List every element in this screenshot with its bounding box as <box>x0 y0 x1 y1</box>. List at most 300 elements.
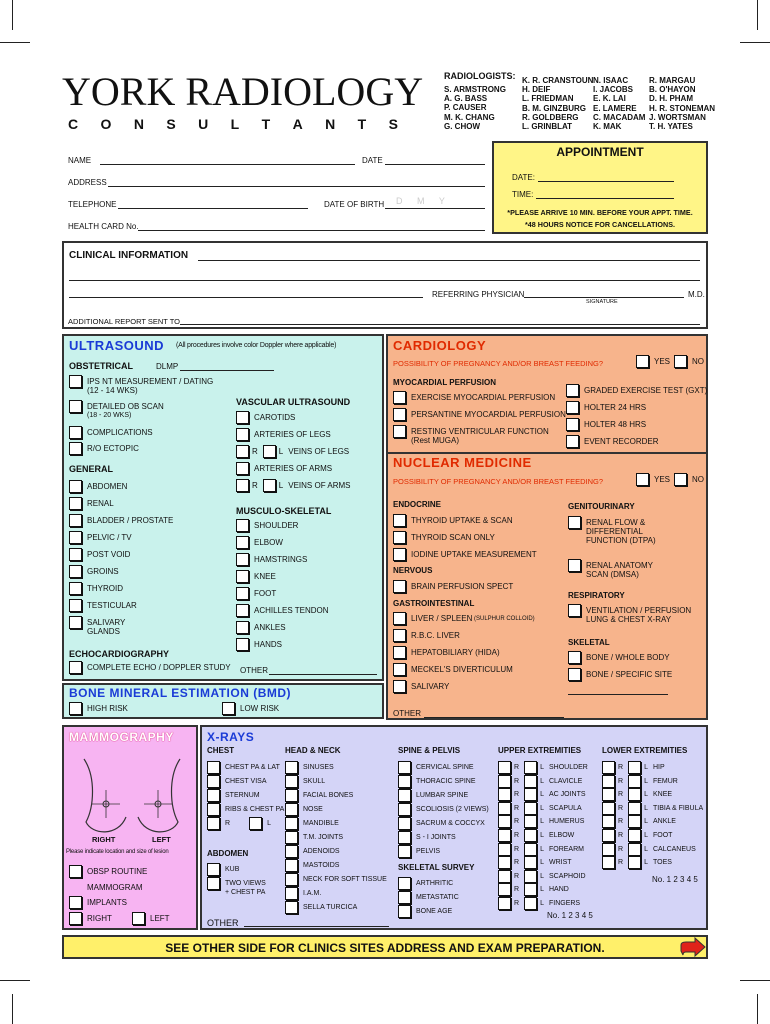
head-neck-item[interactable] <box>285 889 321 900</box>
bone-whole-item[interactable] <box>568 653 670 664</box>
checkbox-r[interactable] <box>602 843 615 856</box>
lower-ext-item[interactable] <box>602 790 672 801</box>
lower-ext-item[interactable] <box>602 777 678 788</box>
general-item[interactable] <box>69 482 127 493</box>
spine-item[interactable] <box>398 819 485 830</box>
general-item[interactable] <box>69 516 173 527</box>
item-label: SCAPULA <box>548 804 582 812</box>
side-label: R <box>618 777 624 785</box>
checkbox-r[interactable] <box>602 815 615 828</box>
checkbox[interactable] <box>398 775 411 788</box>
checkbox-l[interactable] <box>524 843 537 856</box>
upper-ext-item[interactable] <box>498 858 572 869</box>
checkbox[interactable] <box>566 418 579 431</box>
checkbox[interactable] <box>393 531 406 544</box>
checkbox[interactable] <box>398 831 411 844</box>
checkbox[interactable] <box>398 789 411 802</box>
cardio-right-item[interactable] <box>566 437 659 448</box>
item-text <box>254 538 283 547</box>
side-label: R <box>514 872 520 880</box>
checkbox-r[interactable] <box>602 775 615 788</box>
lower-ext-item[interactable] <box>602 858 672 869</box>
checkbox-r[interactable] <box>602 802 615 815</box>
checkbox[interactable] <box>236 536 249 549</box>
checkbox[interactable] <box>393 408 406 421</box>
checkbox-r[interactable] <box>498 761 511 774</box>
head-neck-item[interactable] <box>285 777 325 788</box>
checkbox[interactable] <box>69 616 82 629</box>
cardio-right-item[interactable] <box>566 403 646 414</box>
lower-ext-item[interactable] <box>602 804 703 815</box>
checkbox[interactable] <box>636 355 649 368</box>
checkbox[interactable] <box>393 646 406 659</box>
item-text <box>87 567 119 576</box>
msk-item[interactable] <box>236 521 298 532</box>
mammo-right-item[interactable] <box>69 914 112 925</box>
checkbox[interactable] <box>393 663 406 676</box>
checkbox[interactable] <box>207 863 220 876</box>
checkbox-r[interactable] <box>236 479 249 492</box>
mammogram-item[interactable] <box>69 883 143 892</box>
checkbox[interactable] <box>285 859 298 872</box>
appt-date-field[interactable] <box>538 181 674 182</box>
msk-item[interactable] <box>236 606 329 617</box>
breast-diagram[interactable] <box>74 757 190 837</box>
checkbox[interactable] <box>674 473 687 486</box>
skeletal-survey-item[interactable] <box>398 907 452 918</box>
gi-item[interactable] <box>393 631 460 642</box>
nuclear-no[interactable]: NO <box>674 475 704 486</box>
bmd-low-risk[interactable]: LOW RISK <box>222 704 279 715</box>
checkbox[interactable] <box>398 803 411 816</box>
upper-ext-item[interactable] <box>498 763 588 774</box>
gi-item[interactable] <box>393 665 513 676</box>
checkbox[interactable] <box>207 761 220 774</box>
chest-item[interactable] <box>207 777 267 788</box>
checkbox[interactable] <box>236 428 249 441</box>
health-card-field[interactable] <box>138 230 485 231</box>
spine-item[interactable] <box>398 805 489 816</box>
address-field[interactable] <box>108 186 485 187</box>
date-field[interactable] <box>385 164 485 165</box>
chest-item[interactable] <box>207 805 284 816</box>
checkbox-l[interactable] <box>524 802 537 815</box>
side-label: L <box>644 791 648 799</box>
checkbox[interactable] <box>207 775 220 788</box>
cardio-right-item[interactable] <box>566 386 707 397</box>
head-neck-item[interactable] <box>285 763 334 774</box>
checkbox-r[interactable] <box>602 829 615 842</box>
nuclear-yes[interactable]: YES <box>636 475 670 486</box>
checkbox[interactable] <box>207 789 220 802</box>
echo-item[interactable] <box>69 663 231 674</box>
checkbox[interactable] <box>566 401 579 414</box>
checkbox[interactable] <box>69 702 82 715</box>
ro-ectopic-item[interactable] <box>69 444 139 455</box>
general-item[interactable] <box>69 601 137 612</box>
checkbox-l[interactable] <box>524 883 537 896</box>
item-label: FOOT <box>254 589 277 598</box>
checkbox-l[interactable] <box>628 856 641 869</box>
footer-text: SEE OTHER SIDE FOR CLINICS SITES ADDRESS AND EXAM PREPARATION. <box>165 941 605 955</box>
checkbox[interactable] <box>393 514 406 527</box>
upper-ext-item[interactable] <box>498 899 580 910</box>
dob-field[interactable] <box>385 208 485 209</box>
telephone-field[interactable] <box>118 208 308 209</box>
side-label: R <box>514 859 520 867</box>
additional-report-field[interactable] <box>180 324 700 325</box>
checkbox-r[interactable] <box>498 788 511 801</box>
checkbox[interactable] <box>285 831 298 844</box>
item-text <box>416 777 476 786</box>
ventilation-item[interactable] <box>568 606 691 624</box>
checkbox-l[interactable] <box>524 761 537 774</box>
side-label: R <box>514 832 520 839</box>
checkbox[interactable] <box>207 803 220 816</box>
logo-letter: T <box>357 116 367 132</box>
nuclear-other-field[interactable] <box>424 717 564 718</box>
head-neck-item[interactable] <box>285 805 323 816</box>
checkbox-r[interactable] <box>498 802 511 815</box>
complications-item[interactable] <box>69 428 153 439</box>
upper-ext-item[interactable] <box>498 777 582 788</box>
checkbox-r[interactable] <box>498 829 511 842</box>
checkbox[interactable] <box>393 612 406 625</box>
checkbox[interactable] <box>69 599 82 612</box>
item-label: EVENT RECORDER <box>584 437 659 446</box>
general-item[interactable] <box>69 533 132 544</box>
checkbox[interactable] <box>69 375 82 388</box>
checkbox-r[interactable] <box>498 870 511 883</box>
upper-ext-item[interactable] <box>498 817 584 828</box>
endocrine-item[interactable] <box>393 516 513 527</box>
checkbox-r[interactable] <box>236 445 249 458</box>
general-item[interactable] <box>69 499 114 510</box>
item-label: ARTERIES OF LEGS <box>254 430 331 439</box>
checkbox[interactable] <box>398 761 411 774</box>
checkbox[interactable] <box>398 877 411 890</box>
skeletal-survey-item[interactable] <box>398 893 459 904</box>
skeletal-survey-item[interactable] <box>398 879 453 890</box>
checkbox[interactable] <box>236 621 249 634</box>
side-label: R <box>514 886 520 894</box>
checkbox[interactable] <box>285 887 298 900</box>
checkbox[interactable] <box>285 803 298 816</box>
lower-ext-item[interactable] <box>602 831 672 842</box>
obsp-routine-item[interactable] <box>69 867 147 878</box>
checkbox[interactable] <box>568 668 581 681</box>
checkbox-r[interactable] <box>498 856 511 869</box>
checkbox[interactable] <box>285 817 298 830</box>
checkbox[interactable] <box>285 761 298 774</box>
checkbox[interactable] <box>285 775 298 788</box>
checkbox[interactable] <box>393 680 406 693</box>
spine-item[interactable] <box>398 791 468 802</box>
checkbox[interactable] <box>69 514 82 527</box>
checkbox-r[interactable] <box>498 815 511 828</box>
checkbox-r[interactable] <box>602 856 615 869</box>
clinical-line-3[interactable] <box>69 297 423 298</box>
item-label: IPS NT MEASUREMENT / DATING <box>87 377 214 386</box>
item-label: TOES <box>652 859 672 867</box>
resting-ventricular-item[interactable] <box>393 427 549 445</box>
item-text <box>254 589 276 598</box>
xray-other-field[interactable] <box>244 926 389 927</box>
two-views-item[interactable] <box>207 879 266 897</box>
head-neck-item[interactable] <box>285 847 340 858</box>
arteries-arms-item[interactable] <box>236 464 332 475</box>
checkbox-r[interactable] <box>498 775 511 788</box>
upper-ext-item[interactable] <box>498 804 582 815</box>
gi-item[interactable] <box>393 682 449 693</box>
checkbox[interactable] <box>398 905 411 918</box>
upper-ext-item[interactable] <box>498 845 584 856</box>
checkbox[interactable] <box>69 548 82 561</box>
chest-rl-item[interactable] <box>207 819 271 830</box>
side-label: L <box>278 481 284 490</box>
bone-specific-item[interactable] <box>568 670 672 681</box>
lower-ext-item[interactable] <box>602 763 665 774</box>
checkbox[interactable] <box>236 638 249 651</box>
checkbox-l[interactable] <box>524 856 537 869</box>
checkbox[interactable] <box>393 548 406 561</box>
head-neck-item[interactable] <box>285 819 339 830</box>
checkbox-l[interactable] <box>524 897 537 910</box>
item-text <box>87 428 153 437</box>
checkbox-l[interactable] <box>628 775 641 788</box>
checkbox-l[interactable] <box>628 829 641 842</box>
checkbox-l[interactable] <box>524 815 537 828</box>
checkbox-l[interactable] <box>524 829 537 842</box>
checkbox[interactable] <box>236 462 249 475</box>
checkbox[interactable] <box>285 873 298 886</box>
kub-item[interactable] <box>207 865 239 876</box>
checkbox[interactable] <box>285 789 298 802</box>
head-neck-item[interactable] <box>285 875 387 886</box>
item-text <box>416 819 485 828</box>
persantine-item[interactable] <box>393 410 566 421</box>
upper-ext-item[interactable] <box>498 790 586 801</box>
checkbox[interactable] <box>566 435 579 448</box>
item-text <box>87 584 123 593</box>
checkbox[interactable] <box>236 604 249 617</box>
checkbox-r[interactable] <box>602 788 615 801</box>
checkbox-l[interactable] <box>263 479 276 492</box>
checkbox-r[interactable] <box>602 761 615 774</box>
checkbox[interactable] <box>236 587 249 600</box>
brain-perfusion-item[interactable] <box>393 582 513 593</box>
msk-item[interactable] <box>236 589 276 600</box>
checkbox[interactable] <box>236 570 249 583</box>
spine-item[interactable] <box>398 777 476 788</box>
checkbox[interactable] <box>69 442 82 455</box>
item-text <box>411 665 513 674</box>
sulphur-colloid-note: (SULPHUR COLLOID) <box>474 616 535 622</box>
checkbox[interactable] <box>398 817 411 830</box>
bmd-high-risk[interactable]: HIGH RISK <box>69 704 128 715</box>
checkbox[interactable] <box>398 891 411 904</box>
item-label: MECKEL'S DIVERTICULUM <box>411 665 513 674</box>
checkbox-r[interactable] <box>498 843 511 856</box>
checkbox-l[interactable] <box>524 775 537 788</box>
msk-item[interactable] <box>236 572 276 583</box>
general-item[interactable] <box>69 584 123 595</box>
checkbox[interactable] <box>393 629 406 642</box>
item-label: R/O ECTOPIC <box>87 444 139 453</box>
appt-time-field[interactable] <box>536 198 674 199</box>
ips-nt-item[interactable] <box>69 377 213 395</box>
checkbox-l[interactable] <box>524 788 537 801</box>
renal-anatomy-item[interactable] <box>568 561 653 579</box>
item-text <box>254 606 329 615</box>
item-label: ARTHRITIC <box>416 880 454 887</box>
checkbox[interactable] <box>69 497 82 510</box>
checkbox-l[interactable] <box>249 817 262 830</box>
lower-ext-item[interactable] <box>602 817 676 828</box>
item-label: METASTATIC <box>416 894 459 901</box>
checkbox[interactable] <box>285 845 298 858</box>
checkbox-l[interactable] <box>628 788 641 801</box>
item-label: SKULL <box>303 778 326 785</box>
spine-item[interactable] <box>398 763 474 774</box>
checkbox[interactable] <box>69 912 82 925</box>
veins-arms-item[interactable] <box>236 481 350 492</box>
checkbox[interactable] <box>393 425 406 438</box>
renal-flow-item[interactable] <box>568 518 656 545</box>
checkbox-r[interactable] <box>498 897 511 910</box>
cardio-no[interactable]: NO <box>674 357 704 368</box>
skeletal-other-line[interactable] <box>568 694 668 695</box>
checkbox-l[interactable] <box>628 761 641 774</box>
checkbox[interactable] <box>568 516 581 529</box>
head-neck-item[interactable] <box>285 861 339 872</box>
msk-item[interactable] <box>236 623 286 634</box>
checkbox-l[interactable] <box>628 815 641 828</box>
item-label: SCOLIOSIS (2 VIEWS) <box>416 806 489 813</box>
referring-physician-field[interactable] <box>524 297 684 298</box>
name-field[interactable] <box>100 164 355 165</box>
checkbox[interactable] <box>69 480 82 493</box>
checkbox[interactable] <box>398 845 411 858</box>
general-item[interactable] <box>69 550 130 561</box>
lower-ext-item[interactable] <box>602 845 696 856</box>
checkbox[interactable] <box>393 580 406 593</box>
head-neck-item[interactable] <box>285 833 343 844</box>
checkbox-r[interactable] <box>498 883 511 896</box>
veins-legs-item[interactable] <box>236 447 349 458</box>
item-text <box>586 653 670 662</box>
checkbox-l[interactable] <box>263 445 276 458</box>
implants-item[interactable] <box>69 898 127 909</box>
checkbox[interactable] <box>69 896 82 909</box>
item-text <box>87 914 112 923</box>
checkbox-l[interactable] <box>628 802 641 815</box>
checkbox-r[interactable] <box>207 817 220 830</box>
general-item[interactable] <box>69 567 119 578</box>
head-neck-item[interactable] <box>285 903 357 914</box>
checkbox-l[interactable] <box>524 870 537 883</box>
mammo-left-item[interactable] <box>132 914 170 925</box>
exercise-perfusion-item[interactable] <box>393 393 555 404</box>
checkbox[interactable] <box>568 651 581 664</box>
checkbox[interactable] <box>132 912 145 925</box>
side-label: L <box>644 818 648 826</box>
checkbox[interactable] <box>222 702 235 715</box>
checkbox[interactable] <box>69 661 82 674</box>
checkbox[interactable] <box>69 565 82 578</box>
cardio-right-item[interactable] <box>566 420 646 431</box>
checkbox[interactable] <box>568 559 581 572</box>
msk-item[interactable] <box>236 538 283 549</box>
cardio-yes[interactable]: YES <box>636 357 670 368</box>
endocrine-item[interactable] <box>393 550 537 561</box>
gi-item[interactable] <box>393 648 500 659</box>
arteries-legs-item[interactable] <box>236 430 331 441</box>
msk-item[interactable] <box>236 555 307 566</box>
item-label: SHOULDER <box>548 764 588 771</box>
upper-ext-item[interactable] <box>498 831 574 842</box>
checkbox[interactable] <box>568 604 581 617</box>
item-text <box>254 572 276 581</box>
upper-ext-item[interactable] <box>498 885 569 896</box>
mammography-title: MAMMOGRAPHY <box>69 730 174 744</box>
detailed-ob-item[interactable] <box>69 402 164 420</box>
checkbox[interactable] <box>393 391 406 404</box>
us-other-field[interactable] <box>269 674 377 675</box>
clinical-info-box <box>62 241 708 329</box>
liver-spleen-item[interactable] <box>393 614 472 625</box>
crop-mark <box>0 980 30 981</box>
checkbox[interactable] <box>69 400 82 413</box>
checkbox[interactable] <box>207 877 220 890</box>
checkbox[interactable] <box>69 426 82 439</box>
head-neck-heading: HEAD & NECK <box>285 746 341 755</box>
dlmp-field[interactable] <box>180 370 274 371</box>
item-label: FINGERS <box>548 900 581 907</box>
checkbox[interactable] <box>236 553 249 566</box>
checkbox[interactable] <box>236 411 249 424</box>
checkbox[interactable] <box>236 519 249 532</box>
checkbox[interactable] <box>69 582 82 595</box>
chest-item[interactable] <box>207 763 280 774</box>
spine-item[interactable] <box>398 833 456 844</box>
checkbox[interactable] <box>69 865 82 878</box>
radiologists-col-4 <box>649 76 715 131</box>
item-label: NOSE <box>303 806 323 813</box>
chest-item[interactable] <box>207 791 260 802</box>
item-text <box>225 805 284 814</box>
item-label: POST VOID <box>87 550 131 559</box>
checkbox[interactable] <box>636 473 649 486</box>
endocrine-item[interactable] <box>393 533 495 544</box>
clinical-line-1[interactable] <box>198 260 700 261</box>
item-text <box>411 550 537 559</box>
salivary-item[interactable] <box>69 618 125 636</box>
head-neck-item[interactable] <box>285 791 353 802</box>
checkbox[interactable] <box>285 901 298 914</box>
carotids-item[interactable] <box>236 413 295 424</box>
clinical-line-2[interactable] <box>69 280 700 281</box>
msk-item[interactable] <box>236 640 282 651</box>
checkbox[interactable] <box>69 531 82 544</box>
upper-ext-item[interactable] <box>498 872 586 883</box>
checkbox-l[interactable] <box>628 843 641 856</box>
item-label: FOOT <box>652 832 673 839</box>
spine-item[interactable] <box>398 847 440 858</box>
checkbox[interactable] <box>566 384 579 397</box>
item-label: ADENOIDS <box>303 848 340 855</box>
checkbox[interactable] <box>674 355 687 368</box>
